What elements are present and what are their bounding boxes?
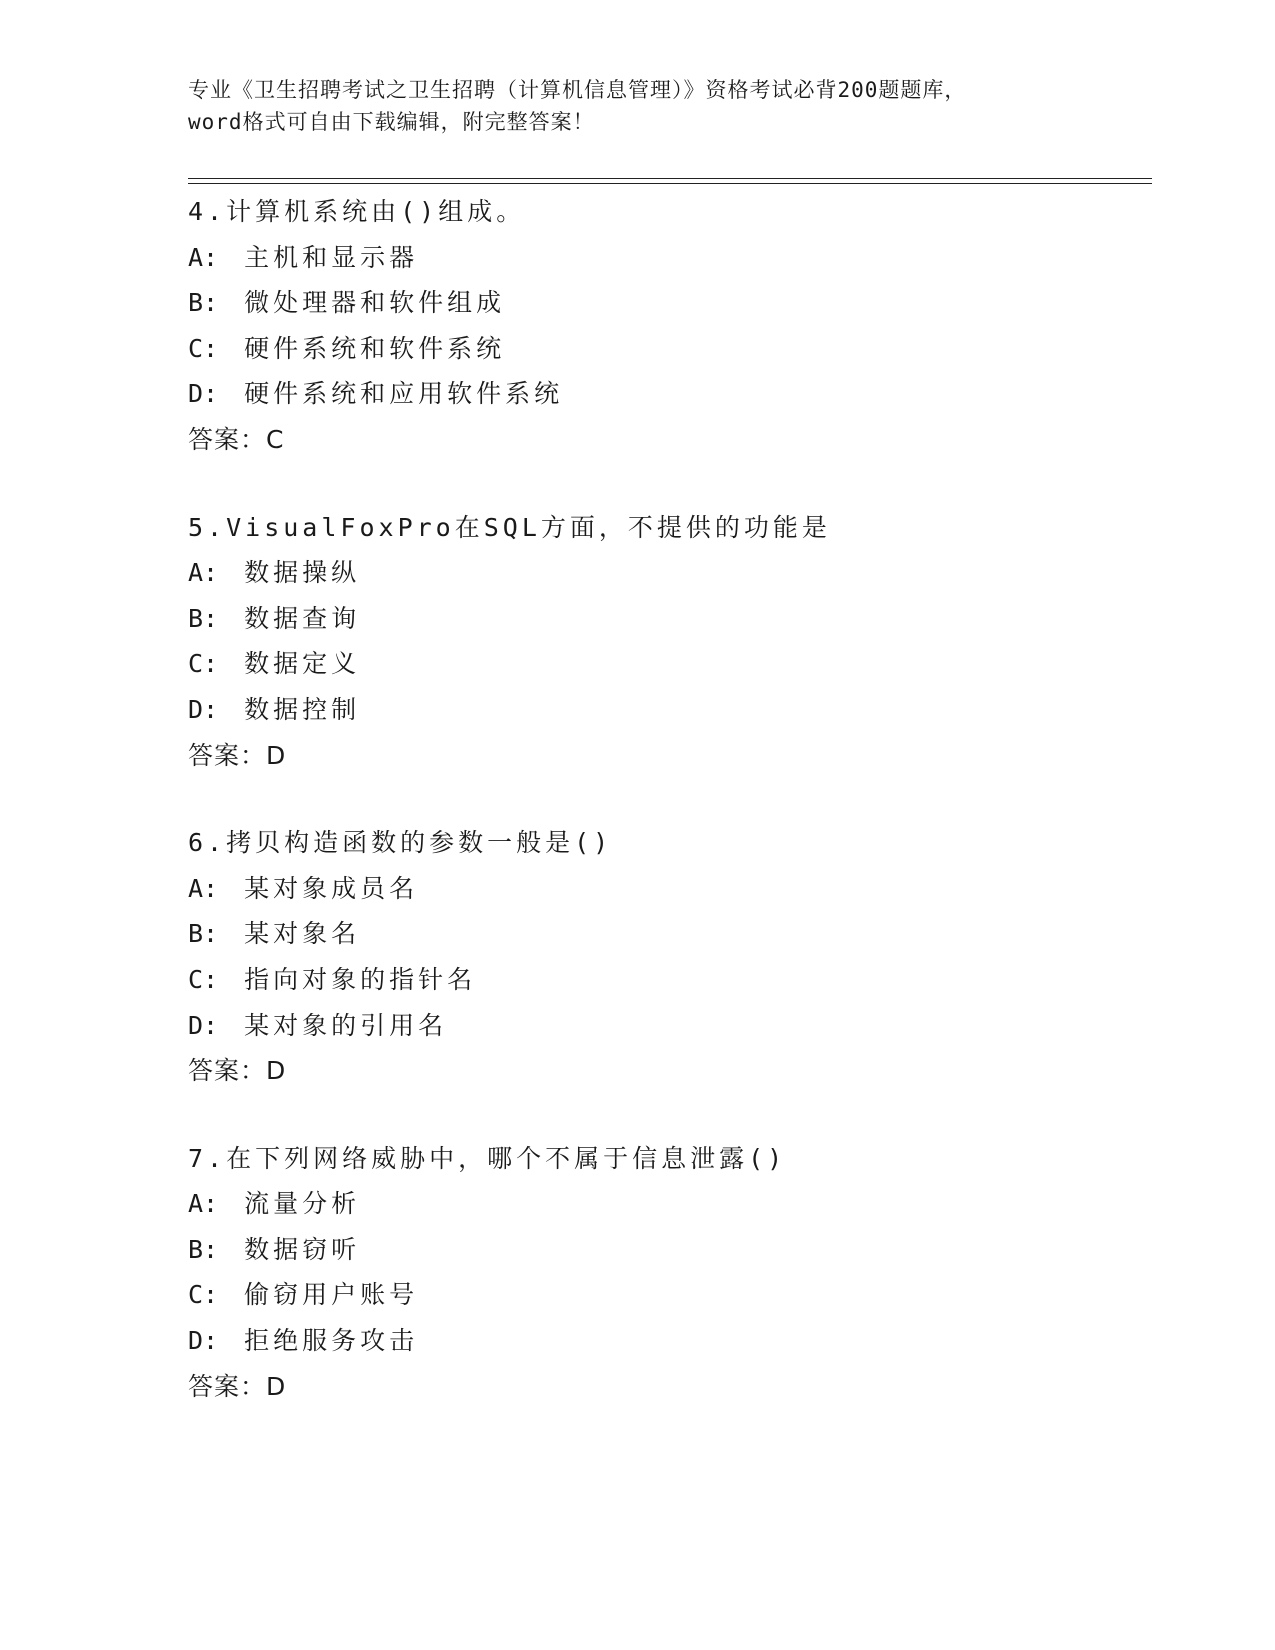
option-b <box>188 596 1148 642</box>
option-b <box>188 911 1148 957</box>
option-label: C: <box>188 1280 219 1310</box>
option-text: 数据操纵 <box>244 558 361 588</box>
option-d <box>188 1318 1148 1364</box>
option-label: D: <box>188 1010 219 1040</box>
option-b <box>188 280 1148 326</box>
answer-line: 答案：C <box>188 424 285 454</box>
option-text: 偷窃用户账号 <box>244 1280 419 1310</box>
option-text: 微处理器和软件组成 <box>244 288 506 318</box>
option-text: 数据控制 <box>244 694 361 724</box>
question-7 <box>188 1136 1148 1410</box>
option-text: 指向对象的指针名 <box>244 964 477 994</box>
question-6 <box>188 820 1148 1094</box>
option-label: C: <box>188 333 219 363</box>
answer-line: 答案：D <box>188 1056 287 1086</box>
option-label: B: <box>188 919 219 949</box>
option-text: 某对象的引用名 <box>244 1010 448 1040</box>
option-b <box>188 1227 1148 1273</box>
option-d <box>188 371 1148 417</box>
option-text: 某对象成员名 <box>244 873 419 903</box>
option-text: 拒绝服务攻击 <box>244 1326 419 1356</box>
option-d <box>188 1003 1148 1049</box>
header-line-1: 专业《卫生招聘考试之卫生招聘（计算机信息管理）》资格考试必背200题题库， <box>188 78 967 102</box>
option-label: C: <box>188 649 219 679</box>
option-d <box>188 687 1148 733</box>
option-text: 硬件系统和应用软件系统 <box>244 379 564 409</box>
header-divider-bottom <box>188 183 1152 184</box>
option-text: 数据查询 <box>244 603 361 633</box>
option-text: 主机和显示器 <box>244 242 419 272</box>
option-label: B: <box>188 288 219 318</box>
option-text: 数据定义 <box>244 649 361 679</box>
option-a <box>188 1181 1148 1227</box>
answer-line: 答案：D <box>188 740 287 770</box>
document-header <box>188 74 1088 138</box>
option-label: A: <box>188 873 219 903</box>
question-title: 5.VisualFoxPro在SQL方面，不提供的功能是 <box>188 512 831 542</box>
option-text: 某对象名 <box>244 919 361 949</box>
question-5 <box>188 505 1148 779</box>
option-c <box>188 957 1148 1003</box>
option-label: B: <box>188 603 219 633</box>
header-divider-top <box>188 178 1152 179</box>
option-text: 数据窃听 <box>244 1234 361 1264</box>
option-label: C: <box>188 964 219 994</box>
question-title: 6.拷贝构造函数的参数一般是() <box>188 828 613 858</box>
question-title: 4.计算机系统由()组成。 <box>188 197 526 226</box>
option-c <box>188 326 1148 372</box>
option-text: 硬件系统和软件系统 <box>244 333 506 363</box>
header-line-2: word格式可自由下载编辑，附完整答案！ <box>188 110 595 134</box>
option-text: 流量分析 <box>244 1189 361 1219</box>
option-a <box>188 235 1148 281</box>
option-a <box>188 550 1148 596</box>
option-c <box>188 641 1148 687</box>
option-label: A: <box>188 1189 219 1219</box>
question-title: 7.在下列网络威胁中，哪个不属于信息泄露() <box>188 1143 787 1173</box>
option-label: D: <box>188 694 219 724</box>
option-c <box>188 1272 1148 1318</box>
option-label: A: <box>188 242 219 272</box>
option-a <box>188 866 1148 912</box>
answer-line: 答案：D <box>188 1371 287 1401</box>
option-label: D: <box>188 379 219 409</box>
question-4 <box>188 189 1148 463</box>
option-label: D: <box>188 1326 219 1356</box>
question-list <box>188 189 1148 1409</box>
option-label: B: <box>188 1234 219 1264</box>
option-label: A: <box>188 558 219 588</box>
